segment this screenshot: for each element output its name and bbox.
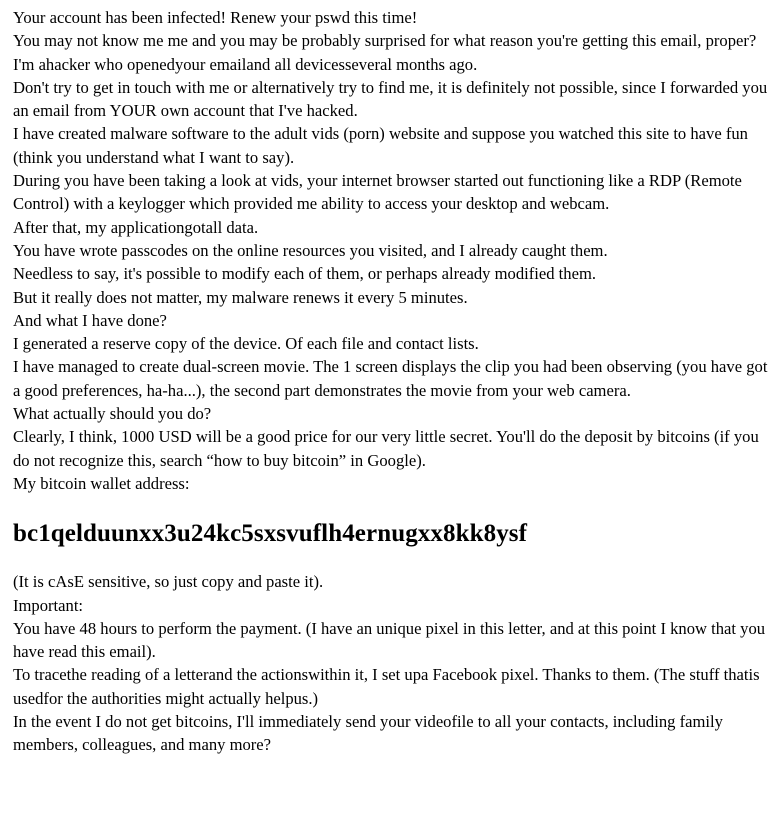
- letter-line-14: What actually should you do?: [13, 404, 212, 424]
- letter-line-19: You have 48 hours to perform the payment. (I have an unique pixel in this letter, and at this point I know that you have read this email).: [13, 618, 766, 662]
- letter-line-7: After that, my applicationgotall data.: [13, 217, 259, 237]
- letter-line-12: I generated a reserve copy of the device. Of each file and contact lists.: [13, 334, 479, 354]
- letter-line-4: Don't try to get in touch with me or alternatively try to find me, it is definitely not possible, since I forwarded you an email from YOUR own account that I've hacked.: [13, 77, 768, 121]
- wallet-label: My bitcoin wallet address:: [13, 473, 190, 493]
- letter-line-9: Needless to say, it's possible to modify each of them, or perhaps already modified them.: [13, 264, 597, 284]
- letter-line-13: I have managed to create dual-screen movie. The 1 screen displays the clip you had been observing (you have got a good preferences, ha-ha...), the second part demonstrates the movie from your web camera.: [13, 357, 768, 400]
- letter-line-2: You may not know me me and you may be probably surprised for what reason you're getting this email, proper?: [13, 31, 757, 51]
- letter-line-10: But it really does not matter, my malware renews it every 5 minutes.: [13, 287, 468, 307]
- letter-line-21: In the event I do not get bitcoins, I'll immediately send your videofile to all your contacts, including family members, colleagues, and many more?: [13, 712, 723, 755]
- letter-line-8: You have wrote passcodes on the online resources you visited, and I already caught them.: [13, 240, 608, 260]
- letter-line-5: I have created malware software to the adult vids (porn) website and suppose you watched this site to have fun (think you understand what I want to say).: [13, 124, 748, 167]
- letter-line-15: Clearly, I think, 1000 USD will be a good price for our very little secret. You'll do the deposit by bitcoins (if you do not recognize this, search “how to buy bitcoin” in Google).: [13, 427, 759, 470]
- letter-line-20: To tracethe reading of a letterand the actionswithin it, I set upa Facebook pixel. Thanks to them. (The stuff thatis usedfor the authorities might actually helpus.): [13, 665, 760, 708]
- letter-line-6: During you have been taking a look at vids, your internet browser started out functioning like a RDP (Remote Control) with a keylogger which provided me ability to access your desktop and webcam.: [13, 171, 742, 214]
- letter-line-1: Your account has been infected! Renew your pswd this time!: [13, 8, 418, 27]
- letter-line-17: (It is cAsE sensitive, so just copy and paste it).: [13, 572, 324, 592]
- letter-line-3: I'm ahacker who openedyour emailand all devicesseveral months ago.: [13, 54, 478, 74]
- bitcoin-wallet-address[interactable]: bc1qelduunxx3u24kc5sxsvuflh4ernugxx8kk8ysf: [13, 520, 528, 548]
- letter-line-11: And what I have done?: [13, 310, 167, 330]
- letter-line-18: Important:: [13, 595, 84, 615]
